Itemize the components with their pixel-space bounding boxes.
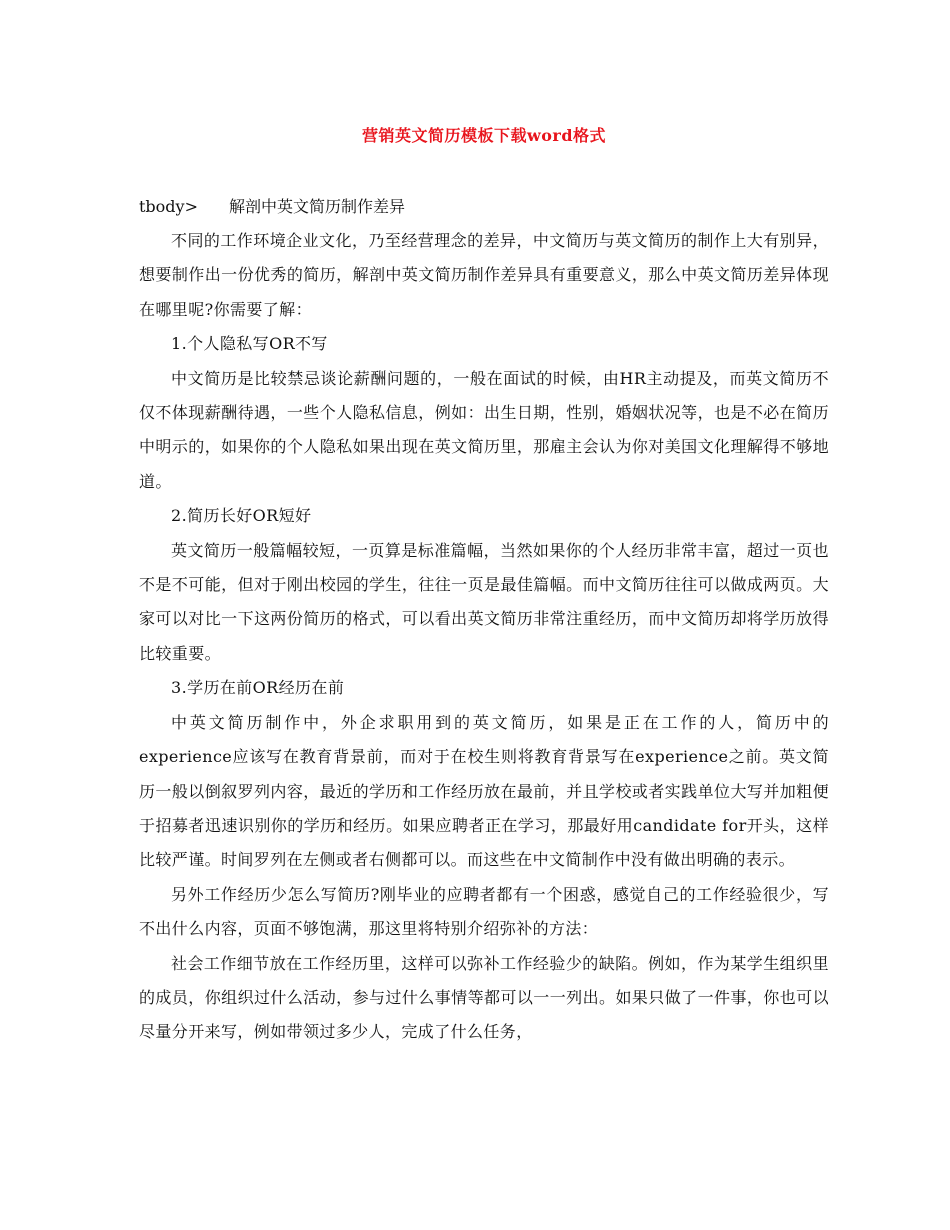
- paragraph-1: 不同的工作环境企业文化，乃至经营理念的差异，中文简历与英文简历的制作上大有别异，想要制作出一份优秀的简历，解剖中英文简历制作差异具有重要意义，那么中英文简历差异体现在哪里呢?你需要了解：: [139, 231, 829, 319]
- paragraph-5: 另外工作经历少怎么写简历?刚毕业的应聘者都有一个困惑，感觉自己的工作经验很少，写不出什么内容，页面不够饱满，那这里将特别介绍弥补的方法：: [139, 884, 829, 939]
- lead-tag: tbody>: [139, 197, 198, 216]
- paragraph-6: 社会工作细节放在工作经历里，这样可以弥补工作经验少的缺陷。例如，作为某学生组织里的成员，你组织过什么活动，参与过什么事情等都可以一一列出。如果只做了一件事，你也可以尽量分开来写，例如带领过多少人，完成了什么任务，: [139, 953, 829, 1042]
- paragraph-2: 中文简历是比较禁忌谈论薪酬问题的，一般在面试的时候，由HR主动提及，而英文简历不仅不体现薪酬待遇，一些个人隐私信息，例如：出生日期，性别，婚姻状况等，也是不必在简历中明示的，如果你的个人隐私如果出现在英文简历里，那雇主会认为你对美国文化理解得不够地道。: [139, 368, 829, 491]
- document-title: 营销英文简历模板下载word格式: [361, 126, 607, 145]
- lead-text: 解剖中英文简历制作差异: [229, 197, 406, 216]
- lead-line: [139, 190, 829, 224]
- document-page: [139, 118, 829, 1050]
- paragraph-3: 英文简历一般篇幅较短，一页算是标准篇幅，当然如果你的个人经历非常丰富，超过一页也不是不可能，但对于刚出校园的学生，往往一页是最佳篇幅。而中文简历往往可以做成两页。大家可以对比一下这两份简历的格式，可以看出英文简历非常注重经历，而中文简历却将学历放得比较重要。: [139, 540, 829, 663]
- section-heading-2: 2.简历长好OR短好: [171, 506, 312, 526]
- paragraph-4: 中英文简历制作中，外企求职用到的英文简历，如果是正在工作的人，简历中的experience应该写在教育背景前，而对于在校生则将教育背景写在experience之前。英文简历一般以倒叙罗列内容，最近的学历和工作经历放在最前，并且学校或者实践单位大写并加粗便于招募者迅速识别你的学历和经历。如果应聘者正在学习，那最好用candidate for开头，这样比较严谨。时间罗列在左侧或者右侧都可以。而这些在中文简制作中没有做出明确的表示。: [139, 712, 829, 870]
- section-heading-3: 3.学历在前OR经历在前: [171, 678, 345, 698]
- spacer: [139, 154, 829, 190]
- section-heading-1: 1.个人隐私写OR不写: [171, 334, 328, 354]
